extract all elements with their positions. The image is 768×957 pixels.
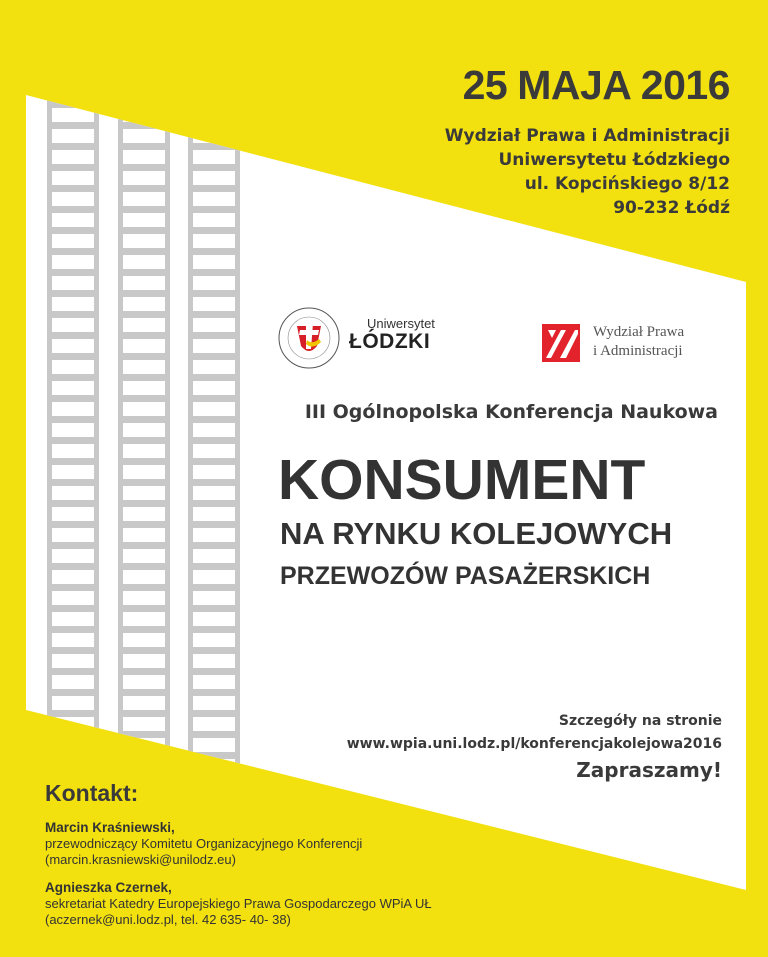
rail-tie	[47, 563, 99, 570]
rail-tie	[188, 668, 240, 675]
faculty-logo	[542, 322, 742, 366]
rail-tie	[188, 290, 240, 297]
address-line: 90-232 Łódź	[613, 198, 730, 218]
rail-tie	[118, 206, 170, 213]
faculty-mark-icon	[542, 324, 580, 362]
rail-tie	[188, 626, 240, 633]
rail-tie	[188, 416, 240, 423]
rail-tie	[188, 122, 240, 129]
contact-role: przewodniczący Komitetu Organizacyjnego Konferencji	[45, 836, 363, 851]
rail-tie	[188, 731, 240, 738]
rail-tie	[188, 248, 240, 255]
conference-subtitle: III Ogólnopolska Konferencja Naukowa	[304, 401, 718, 423]
rail-tie	[47, 584, 99, 591]
rail-tie	[118, 626, 170, 633]
rail-tie	[118, 584, 170, 591]
rail-tie	[188, 206, 240, 213]
rail-tie	[188, 605, 240, 612]
rail-tie	[118, 185, 170, 192]
rail-tie	[188, 227, 240, 234]
address-line: Uniwersytetu Łódzkiego	[498, 150, 730, 170]
contact-name: Agnieszka Czernek,	[45, 880, 172, 895]
rail-tie	[188, 185, 240, 192]
rail-tie	[47, 689, 99, 696]
details-intro: Szczegóły na stronie	[558, 713, 722, 729]
rail-tie	[188, 500, 240, 507]
rail-tie	[118, 689, 170, 696]
rail-tie	[47, 164, 99, 171]
faculty-name-line2: i Administracji	[593, 343, 683, 359]
rail-tie	[47, 605, 99, 612]
rail-tie	[118, 710, 170, 717]
rail-tie	[47, 101, 99, 108]
rail-tie	[47, 374, 99, 381]
rail-tie	[118, 563, 170, 570]
rail-tie	[188, 101, 240, 108]
rail-tie	[47, 521, 99, 528]
conference-title-line3: PRZEWOZÓW PASAŻERSKICH	[280, 562, 651, 590]
rail-tie	[118, 605, 170, 612]
contact-person	[45, 880, 432, 928]
rail-tie	[47, 185, 99, 192]
rail-tie	[118, 269, 170, 276]
date-month-year: MAJA 2016	[517, 62, 730, 108]
rail-tie	[47, 122, 99, 129]
university-name-line2: ŁÓDZKI	[349, 330, 431, 353]
rail-tie	[118, 227, 170, 234]
university-seal-icon	[277, 306, 341, 370]
conference-title-line2: NA RYNKU KOLEJOWYCH	[280, 516, 673, 551]
rail-tie	[118, 668, 170, 675]
rail-tie	[188, 710, 240, 717]
rail-tie	[188, 752, 240, 759]
university-logo	[277, 306, 437, 370]
rail-tie	[118, 143, 170, 150]
rail-tie	[118, 311, 170, 318]
rail-tie	[47, 248, 99, 255]
rail-tie	[188, 374, 240, 381]
rail-tie	[47, 479, 99, 486]
university-name-line1: Uniwersytet	[367, 316, 435, 331]
contact-person	[45, 820, 362, 868]
invitation-text: Zapraszamy!	[576, 758, 722, 782]
rail-tie	[188, 311, 240, 318]
rail-tie	[47, 143, 99, 150]
rail-tie	[47, 227, 99, 234]
rail-tie	[118, 647, 170, 654]
rail-tie	[188, 479, 240, 486]
rail-tie	[47, 647, 99, 654]
rail-tie	[118, 752, 170, 759]
contact-heading: Kontakt:	[45, 780, 139, 806]
rail-tie	[118, 458, 170, 465]
rail-tie	[118, 395, 170, 402]
rail-tie	[47, 710, 99, 717]
contact-email[interactable]: (aczernek@uni.lodz.pl, tel. 42 635- 40- 38)	[45, 912, 291, 927]
rail-tie	[188, 521, 240, 528]
rail-tie	[188, 458, 240, 465]
rail-tie	[118, 374, 170, 381]
details-url-link[interactable]: www.wpia.uni.lodz.pl/konferencjakolejowa2016	[346, 736, 722, 752]
rail-tie	[47, 332, 99, 339]
rail-tie	[118, 731, 170, 738]
conference-title-main: KONSUMENT	[278, 448, 646, 512]
rail-tie	[188, 353, 240, 360]
rail-tie	[188, 689, 240, 696]
address-line: Wydział Prawa i Administracji	[444, 126, 730, 146]
rail-tie	[118, 521, 170, 528]
contact-role: sekretariat Katedry Europejskiego Prawa Gospodarczego WPiA UŁ	[45, 896, 432, 911]
rail-tie	[188, 542, 240, 549]
rail-tie	[188, 584, 240, 591]
rail-tie	[188, 332, 240, 339]
rail-tie	[188, 164, 240, 171]
venue-address	[445, 124, 730, 220]
date-day: 25	[462, 62, 508, 108]
rail-tie	[118, 542, 170, 549]
rail-tie	[118, 290, 170, 297]
rail-tie	[118, 479, 170, 486]
rail-tie	[118, 353, 170, 360]
rail-tie	[47, 395, 99, 402]
contact-email[interactable]: (marcin.krasniewski@unilodz.eu)	[45, 852, 236, 867]
contact-name: Marcin Kraśniewski,	[45, 820, 175, 835]
rail-tie	[47, 542, 99, 549]
rail-tie	[118, 101, 170, 108]
rail-tie	[47, 290, 99, 297]
rail-tie	[118, 500, 170, 507]
address-line: ul. Kopcińskiego 8/12	[524, 174, 730, 194]
rail-tie	[118, 122, 170, 129]
rail-tie	[47, 206, 99, 213]
rail-tie	[118, 416, 170, 423]
rail-tie	[118, 164, 170, 171]
rail-tie	[118, 248, 170, 255]
rail-tie	[47, 752, 99, 759]
rail-tie	[118, 437, 170, 444]
rail-tie	[188, 395, 240, 402]
rail-tie	[47, 626, 99, 633]
rail-tie	[47, 437, 99, 444]
rail-tie	[188, 647, 240, 654]
rail-tie	[47, 353, 99, 360]
rail-tie	[188, 437, 240, 444]
rail-tie	[47, 500, 99, 507]
rail-tie	[118, 332, 170, 339]
rail-tie	[47, 731, 99, 738]
event-date	[463, 62, 730, 109]
details-block	[347, 710, 722, 784]
rail-tie	[188, 143, 240, 150]
rail-tie	[188, 269, 240, 276]
rail-tie	[47, 269, 99, 276]
rail-tie	[47, 458, 99, 465]
faculty-name-line1: Wydział Prawa	[593, 324, 685, 340]
rail-tie	[47, 416, 99, 423]
rail-tie	[47, 668, 99, 675]
rail-tie	[188, 563, 240, 570]
rail-tie	[47, 311, 99, 318]
